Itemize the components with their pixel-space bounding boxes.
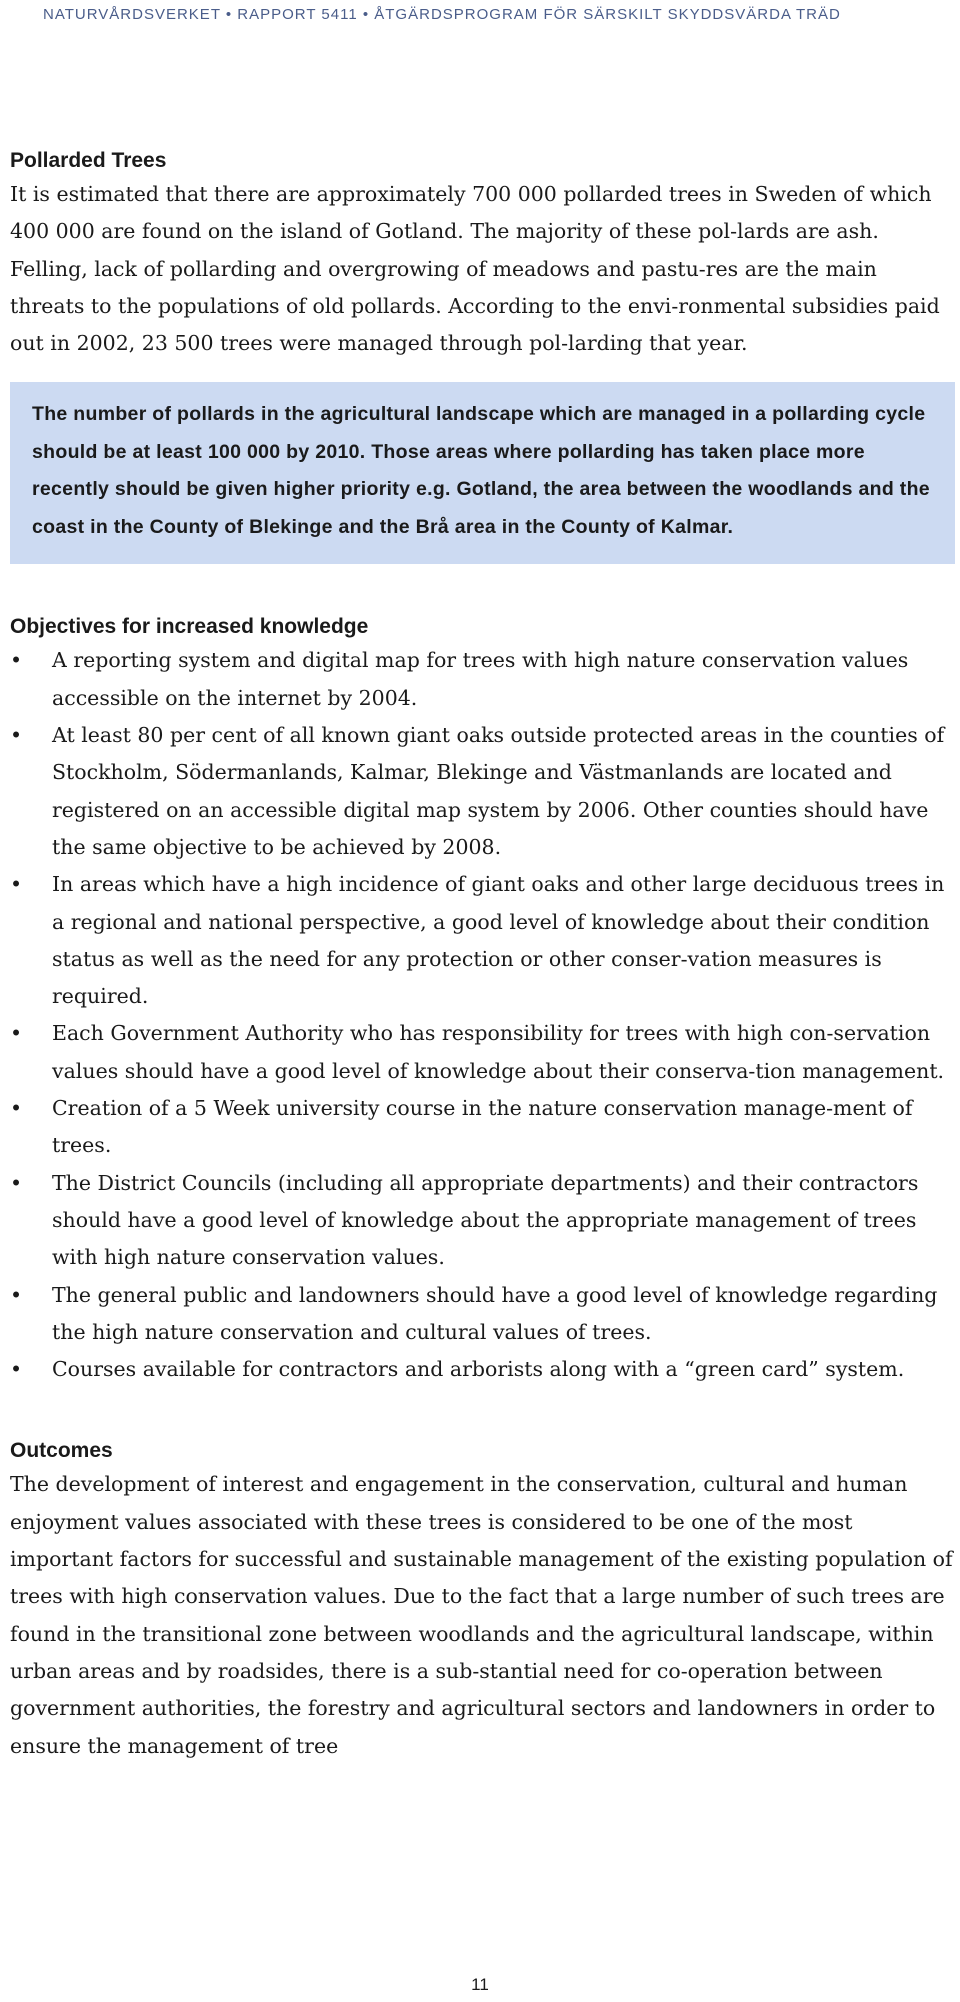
- page-number: 11: [471, 1975, 489, 1994]
- list-item-text: At least 80 per cent of all known giant oaks outside protected areas in the counties of Stockholm, Södermanlands, Kalmar, Blekinge and Västmanlands are located and registered on an accessible digital map system by 2006. Other counties should have the same objective to be achieved by 2008.: [52, 723, 945, 859]
- bullet-icon: •: [10, 1021, 23, 1046]
- list-item-text: The District Councils (including all appropriate departments) and their contractors should have a good level of knowledge about the appropriate management of trees with high nature conservation values.: [52, 1170, 919, 1270]
- list-item: [10, 1090, 955, 1165]
- pollarded-trees-heading: Pollarded Trees: [10, 149, 167, 172]
- list-item: [10, 1351, 955, 1388]
- objective-highlight-text: The number of pollards in the agricultural landscape which are managed in a pollarding cycle should be at least 100 000 by 2010. Those areas where pollarding has taken place more recently should be given higher priority e.g. Gotland, the area between the woodlands and the coast in the County of Blekinge and the Brå area in the County of Kalmar.: [32, 403, 930, 538]
- list-item-text: A reporting system and digital map for trees with high nature conservation values accessible on the internet by 2004.: [52, 648, 909, 710]
- list-item: [10, 1015, 955, 1090]
- bullet-icon: •: [10, 1357, 23, 1382]
- bullet-icon: •: [10, 1170, 23, 1195]
- list-item: [10, 1165, 955, 1277]
- pollarded-trees-paragraph: It is estimated that there are approximately 700 000 pollarded trees in Sweden of which 400 000 are found on the island of Gotland. The majority of these pol-lards are ash. Felling, lack of pollarding and overgrowing of meadows and pastu-res are the main threats to the populations of old pollards. According to the envi-ronmental subsidies paid out in 2002, 23 500 trees were managed through pol-larding that year.: [10, 182, 940, 356]
- list-item: [10, 642, 955, 717]
- running-header: NATURVÅRDSVERKET • RAPPORT 5411 • ÅTGÄRDSPROGRAM FÖR SÄRSKILT SKYDDSVÄRDA TRÄD: [43, 6, 841, 23]
- list-item: [10, 866, 955, 1015]
- objectives-list: [10, 642, 955, 1388]
- bullet-icon: •: [10, 1096, 23, 1121]
- list-item-text: Creation of a 5 Week university course in the nature conservation manage-ment of trees.: [52, 1096, 913, 1158]
- outcomes-paragraph: The development of interest and engagement in the conservation, cultural and human enjoyment values associated with these trees is considered to be one of the most important factors for successful and sustainable management of the existing population of trees with high conservation values. Due to the fact that a large number of such trees are found in the transitional zone between woodlands and the agricultural landscape, within urban areas and by roadsides, there is a sub-stantial need for co-operation between government authorities, the forestry and agricultural sectors and landowners in order to ensure the management of tree: [10, 1472, 953, 1758]
- objectives-heading: Objectives for increased knowledge: [10, 615, 369, 639]
- list-item: [10, 1277, 955, 1352]
- bullet-icon: •: [10, 723, 23, 748]
- objective-highlight-box: [10, 382, 955, 564]
- list-item-text: Each Government Authority who has responsibility for trees with high con-servation values should have a good level of knowledge about their conserva-tion management.: [52, 1021, 945, 1083]
- page-content: [10, 146, 955, 1765]
- list-item-text: In areas which have a high incidence of giant oaks and other large deciduous trees in a regional and national perspective, a good level of knowledge about their condition status as well as the need for any protection or other conser-vation measures is required.: [52, 872, 945, 1009]
- list-item-text: The general public and landowners should have a good level of knowledge regarding the high nature conservation and cultural values of trees.: [52, 1282, 938, 1344]
- list-item: [10, 717, 955, 866]
- outcomes-heading: Outcomes: [10, 1439, 113, 1463]
- bullet-icon: •: [10, 1282, 23, 1307]
- list-item-text: Courses available for contractors and arborists along with a “green card” system.: [52, 1357, 905, 1382]
- bullet-icon: •: [10, 648, 23, 673]
- bullet-icon: •: [10, 872, 23, 897]
